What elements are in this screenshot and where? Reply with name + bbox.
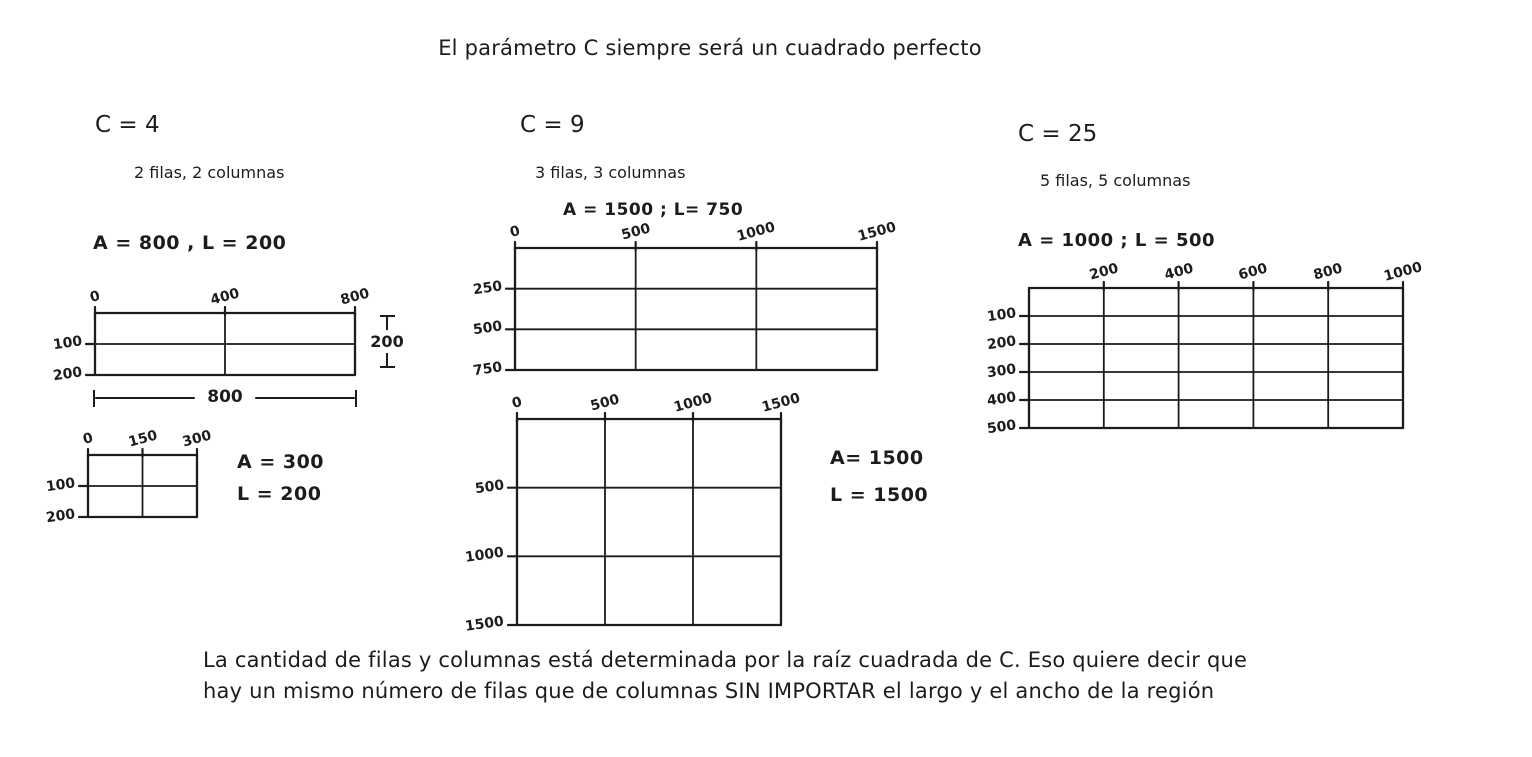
c9-rows-cols-label: 3 filas, 3 columnas [535, 163, 686, 182]
c4-main-grid [51, 285, 372, 385]
x-tick-label: 1500 [856, 219, 898, 245]
c4-height-measure [372, 315, 402, 375]
c9-main-grid [471, 219, 898, 380]
footer-line-1: La cantidad de filas y columnas está determinada por la raíz cuadrada de C. Eso quiere decir que [203, 648, 1248, 672]
x-tick-label: 1000 [672, 390, 714, 416]
x-tick-label: 300 [180, 427, 214, 451]
c25-params-label: A = 1000 ; L = 500 [1018, 230, 1216, 251]
x-tick-label: 1000 [735, 219, 778, 245]
x-tick-label: 500 [588, 391, 622, 415]
c4-small-grid [44, 427, 214, 527]
footer-caption [203, 645, 1247, 707]
y-tick-label: 200 [44, 506, 76, 527]
measure-line [95, 397, 195, 399]
c9-heading: C = 9 [520, 112, 585, 138]
x-tick-label: 400 [208, 285, 242, 309]
x-tick-label: 800 [338, 285, 372, 309]
grid-lines [1029, 288, 1403, 428]
x-tick-label: 800 [1311, 260, 1345, 284]
measure-bottom-cap [386, 353, 388, 368]
width-measure-label: 800 [207, 387, 243, 407]
x-tick-label: 0 [81, 430, 95, 448]
page-title: El parámetro C siempre será un cuadrado perfecto [438, 36, 982, 60]
y-tick-label: 1500 [464, 613, 505, 635]
grid-lines [95, 313, 355, 375]
c9-params-label: A = 1500 ; L= 750 [563, 200, 744, 220]
c4-small-l-label: L = 200 [237, 483, 322, 505]
c4-width-measure [93, 389, 357, 407]
measure-right-cap [355, 390, 357, 407]
x-tick-label: 1500 [760, 390, 802, 416]
c9-square-a-label: A= 1500 [830, 447, 924, 469]
measure-top-cap [386, 315, 388, 330]
y-tick-label: 200 [51, 364, 83, 385]
y-tick-label: 200 [985, 333, 1017, 354]
y-tick-label: 100 [44, 475, 76, 496]
c9-square-l-label: L = 1500 [830, 484, 929, 506]
grid-lines [88, 455, 197, 517]
y-tick-label: 750 [471, 359, 503, 380]
measure-line [255, 397, 355, 399]
y-tick-label: 1000 [464, 544, 505, 567]
c25-main-grid [985, 259, 1424, 438]
y-tick-label: 300 [985, 361, 1017, 382]
y-tick-label: 250 [471, 277, 503, 298]
c4-rows-cols-label: 2 filas, 2 columnas [134, 163, 285, 182]
y-tick-label: 100 [51, 333, 83, 354]
c4-params-label: A = 800 , L = 200 [93, 232, 287, 254]
c4-small-grid-params [237, 446, 324, 510]
c4-small-a-label: A = 300 [237, 451, 325, 473]
x-tick-label: 150 [126, 427, 159, 451]
c9-square-grid-params [830, 440, 928, 514]
grid-lines [517, 419, 781, 625]
y-tick-label: 500 [471, 318, 503, 339]
x-tick-label: 0 [88, 288, 102, 306]
y-tick-label: 500 [473, 476, 505, 497]
y-tick-label: 400 [985, 389, 1017, 410]
x-tick-label: 400 [1162, 260, 1195, 284]
x-tick-label: 0 [510, 394, 524, 412]
x-tick-label: 200 [1087, 260, 1120, 284]
x-tick-label: 1000 [1382, 259, 1424, 285]
x-tick-label: 600 [1237, 260, 1270, 284]
y-tick-label: 500 [985, 417, 1017, 438]
c25-heading: C = 25 [1018, 121, 1098, 147]
c25-rows-cols-label: 5 filas, 5 columnas [1040, 171, 1191, 190]
y-tick-label: 100 [985, 305, 1017, 326]
c4-heading: C = 4 [95, 112, 160, 138]
c9-square-grid [464, 390, 802, 635]
height-measure-label: 200 [370, 332, 404, 351]
grid-lines [515, 248, 877, 370]
x-tick-label: 0 [508, 223, 522, 241]
x-tick-label: 500 [619, 220, 652, 244]
footer-line-2: hay un mismo número de filas que de columnas SIN IMPORTAR el largo y el ancho de la región [203, 679, 1215, 703]
